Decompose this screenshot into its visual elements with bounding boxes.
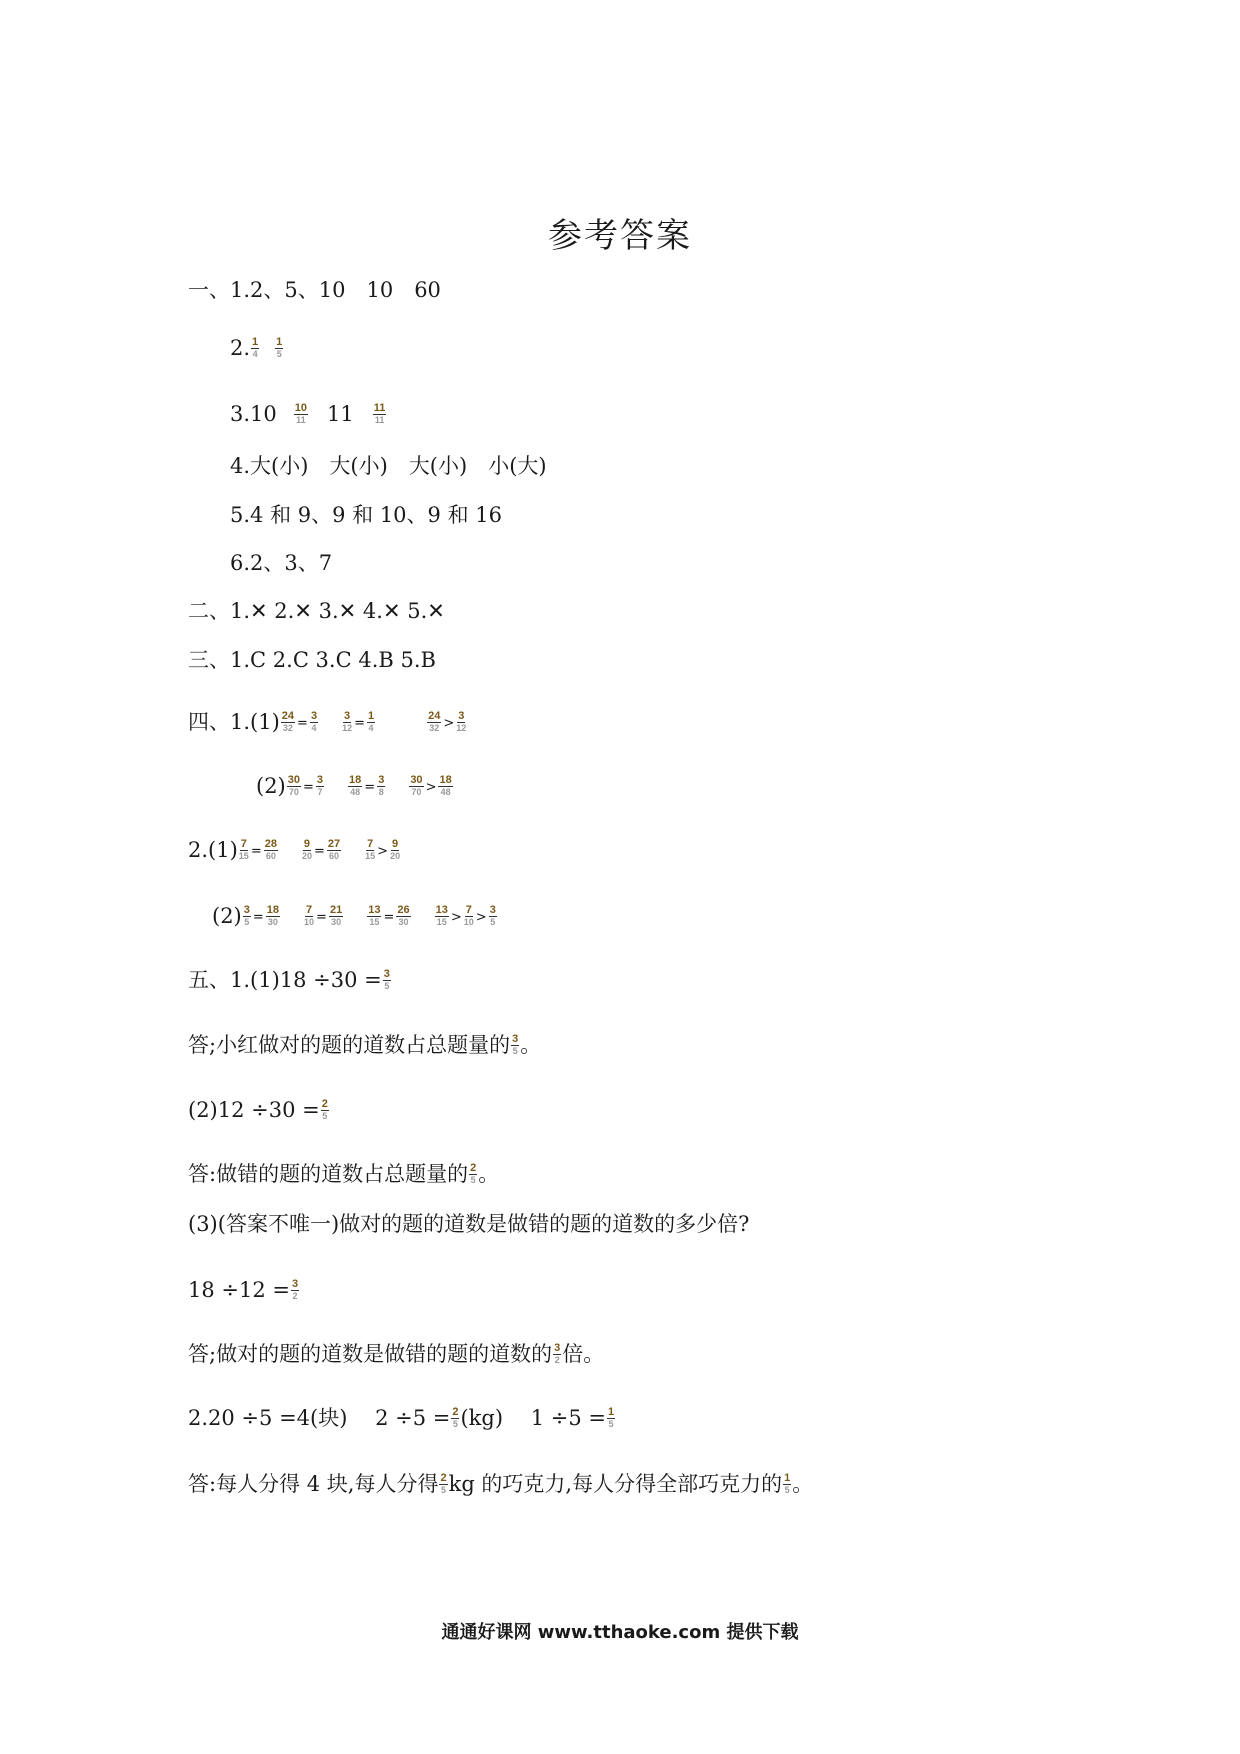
operator: =	[313, 844, 325, 859]
fraction: $\frac{1}{5}$	[784, 1472, 791, 1495]
operator: >	[425, 780, 437, 795]
operator: =	[316, 910, 327, 925]
s5-q2-b: (kg) 1 ÷5 =	[460, 1406, 606, 1430]
s1-q6-text: 6.2、3、7	[230, 551, 333, 575]
fraction: $\frac{3}{5}$	[243, 903, 250, 927]
fraction: $\frac{30}{70}$	[287, 773, 300, 797]
fraction: $\frac{3}{5}$	[512, 1033, 519, 1056]
operator: =	[250, 844, 262, 859]
s5-q2-a: 2.20 ÷5 =4(块) 2 ÷5 =	[188, 1406, 451, 1430]
fraction: $\frac{2}{5}$	[470, 1162, 477, 1185]
fraction: $\frac{1}{5}$	[607, 1406, 615, 1429]
s5-a2	[188, 1160, 499, 1188]
fraction: $\frac{27}{60}$	[327, 837, 341, 861]
s5-l2-text: (2)12 ÷30 =	[188, 1098, 320, 1122]
s5-l3-text: (3)(答案不唯一)做对的题的道数是做错的题的道数的多少倍?	[188, 1212, 750, 1236]
s5-a4	[188, 1470, 813, 1498]
fraction: $\frac{30}{70}$	[410, 773, 423, 797]
footer-credit: 通通好课网 www.tthaoke.com 提供下载	[441, 1622, 799, 1643]
s1-q3-b: 11	[327, 402, 354, 426]
fraction: $\frac{9}{20}$	[301, 837, 312, 861]
expression-group	[242, 900, 498, 932]
s5-l4	[188, 1276, 300, 1304]
s1-q6	[230, 549, 332, 577]
fraction: $\frac{21}{30}$	[329, 903, 343, 927]
fraction: $\frac{24}{32}$	[281, 709, 295, 733]
operator: =	[303, 780, 314, 795]
fraction: $\frac{3}{5}$	[383, 968, 390, 991]
s3-line	[188, 646, 436, 674]
s5-l1	[188, 966, 392, 994]
s4-q2-2-prefix: (2)	[212, 904, 242, 928]
s5-a1	[188, 1031, 541, 1059]
s5-a3-end: 倍。	[562, 1342, 605, 1366]
s5-a4-end: 。	[792, 1472, 814, 1496]
s5-a2-text: 答:做错的题的道数占总题量的	[188, 1162, 469, 1186]
s5-l3	[188, 1210, 749, 1238]
fraction: $\frac{10}{11}$	[294, 402, 308, 425]
fraction: $\frac{13}{15}$	[435, 903, 448, 927]
s1-q5	[230, 501, 502, 529]
s5-q2	[188, 1404, 616, 1432]
s4-q1-2-prefix: (2)	[256, 774, 286, 798]
s1-q5-text: 5.4 和 9、9 和 10、9 和 16	[230, 503, 502, 527]
fraction: $\frac{1}{5}$	[276, 336, 283, 359]
fraction: $\frac{7}{15}$	[238, 837, 249, 861]
operator: >	[475, 910, 487, 925]
s4-q2-1	[188, 834, 401, 866]
operator: =	[297, 716, 308, 731]
s5-a4-a: 答:每人分得 4 块,每人分得	[188, 1472, 439, 1496]
s1-q4	[230, 452, 547, 480]
s3-text: 三、1.C 2.C 3.C 4.B 5.B	[188, 648, 436, 672]
fraction: $\frac{11}{11}$	[373, 402, 386, 425]
operator: >	[450, 910, 462, 925]
operator: =	[252, 910, 264, 925]
expression-group	[238, 834, 401, 866]
fraction: $\frac{7}{15}$	[365, 837, 376, 861]
expression-group	[280, 706, 468, 738]
expression-group	[286, 770, 454, 802]
s5-l4-text: 18 ÷12 =	[188, 1278, 290, 1302]
s1-q2	[230, 334, 284, 362]
s5-a2-end: 。	[478, 1162, 500, 1186]
s4-q1-1	[188, 706, 467, 738]
fraction: $\frac{3}{7}$	[316, 773, 324, 797]
s5-l2	[188, 1096, 330, 1124]
s5-l1-text: 五、1.(1)18 ÷30 =	[188, 968, 382, 992]
s5-a1-end: 。	[520, 1033, 542, 1057]
s1-q4-text: 4.大(小) 大(小) 大(小) 小(大)	[230, 454, 547, 478]
fraction: $\frac{3}{2}$	[554, 1342, 561, 1365]
fraction: $\frac{3}{2}$	[292, 1278, 299, 1301]
fraction: $\frac{7}{10}$	[304, 903, 315, 927]
fraction: $\frac{1}{4}$	[368, 709, 375, 733]
fraction: $\frac{1}{4}$	[252, 336, 259, 359]
fraction: $\frac{13}{15}$	[368, 903, 381, 927]
s5-a1-text: 答;小红做对的题的道数占总题量的	[188, 1033, 511, 1057]
s4-q2-2	[212, 900, 498, 932]
s2-text: 二、1.✕ 2.✕ 3.✕ 4.✕ 5.✕	[188, 599, 445, 623]
s1-q1-text: 一、1.2、5、10 10 60	[188, 278, 441, 302]
s1-q1	[188, 276, 441, 304]
s1-q3	[230, 400, 387, 428]
fraction: $\frac{18}{48}$	[439, 773, 452, 797]
s5-a4-b: kg 的巧克力,每人分得全部巧克力的	[448, 1472, 783, 1496]
operator: >	[377, 844, 389, 859]
fraction: $\frac{2}{5}$	[440, 1472, 447, 1495]
operator: >	[443, 716, 455, 731]
fraction: $\frac{2}{5}$	[452, 1406, 459, 1429]
fraction: $\frac{3}{8}$	[378, 773, 385, 797]
page-title: 参考答案	[548, 216, 692, 256]
fraction: $\frac{3}{12}$	[456, 709, 467, 733]
fraction: $\frac{18}{48}$	[349, 773, 362, 797]
s4-q2-prefix: 2.(1)	[188, 838, 238, 862]
fraction: $\frac{2}{5}$	[321, 1098, 328, 1121]
fraction: $\frac{3}{12}$	[342, 709, 353, 733]
fraction: $\frac{9}{20}$	[390, 837, 401, 861]
fraction: $\frac{3}{5}$	[489, 903, 496, 927]
s5-a3-text: 答;做对的题的道数是做错的题的道数的	[188, 1342, 553, 1366]
s1-q2-prefix: 2.	[230, 336, 251, 360]
s5-a3	[188, 1340, 604, 1368]
fraction: $\frac{3}{4}$	[310, 709, 318, 733]
fraction: $\frac{18}{30}$	[266, 903, 280, 927]
s2-line	[188, 597, 445, 625]
operator: =	[383, 910, 395, 925]
fraction: $\frac{28}{60}$	[264, 837, 277, 861]
operator: =	[364, 780, 376, 795]
s1-q3-a: 3.10	[230, 402, 277, 426]
fraction: $\frac{24}{32}$	[428, 709, 441, 733]
s4-q1-prefix: 四、1.(1)	[188, 710, 280, 734]
fraction: $\frac{7}{10}$	[463, 903, 474, 927]
operator: =	[354, 716, 365, 731]
fraction: $\frac{26}{30}$	[397, 903, 410, 927]
s4-q1-2	[256, 770, 454, 802]
